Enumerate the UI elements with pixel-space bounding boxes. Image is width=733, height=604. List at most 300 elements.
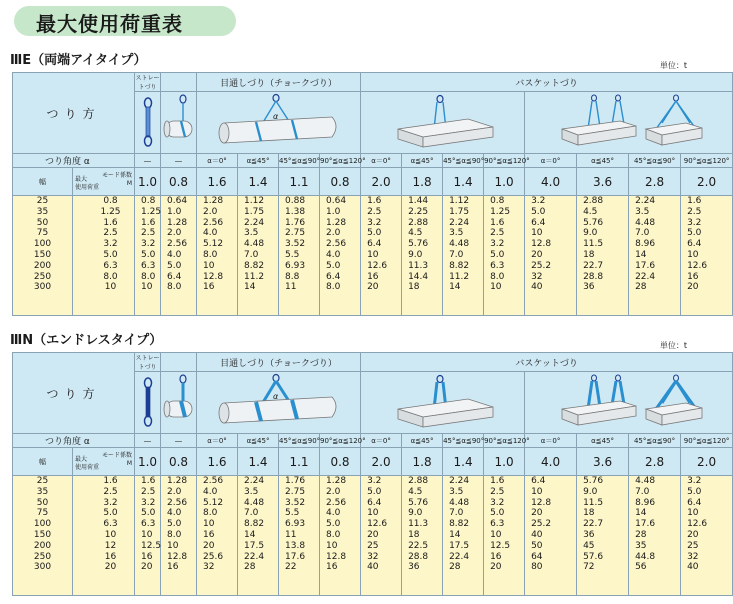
load-value: 0.64 [326,196,347,206]
width-value: 300 [33,282,52,293]
load-value: 1.0 [326,206,341,217]
load-value: 8.82 [449,260,470,271]
width-value: 250 [33,551,52,562]
width-value: 100 [33,519,52,530]
svg-text:α: α [272,111,278,121]
load-value: 20 [531,249,543,260]
angle-cell: α＝0° [525,434,577,448]
load-value: 6.3 [103,260,118,271]
width-value: 300 [33,562,52,573]
load-value: 20 [203,540,215,551]
load-value: 12.6 [367,519,388,530]
data-column [197,476,238,596]
load-value: 3.5 [244,486,259,497]
angle-cell: ― [135,154,161,168]
load-value: 2.24 [244,217,265,228]
load-value: 10 [167,540,179,551]
load-value: 3.2 [531,196,546,206]
unit-label: 単位：t [659,61,687,70]
load-value: 4.48 [635,217,656,228]
data-column [361,476,402,596]
mode-factor: 1.4 [238,168,279,196]
load-value: 2.0 [203,206,218,217]
load-value: 5.0 [141,508,156,519]
angle-label: つり角度 α [13,434,135,448]
load-value: 2.5 [687,206,702,217]
load-value: 8.96 [635,239,656,250]
load-value: 6.4 [531,476,546,486]
load-value: 6.3 [490,260,505,271]
load-value: 11.5 [583,497,604,508]
straight-header: ストレートづり [135,353,161,372]
data-column [320,476,361,596]
load-value: 2.88 [408,476,429,486]
load-value: 6.3 [141,260,156,271]
load-value: 50 [531,540,543,551]
angle-cell: 45°≦α≦90° [443,434,484,448]
load-value: 2.75 [285,228,306,239]
load-value: 2.24 [449,476,470,486]
choke-hitch-icon [161,373,199,433]
load-value: 80 [531,562,543,573]
tsurikata-label: つり方 [13,73,135,154]
load-value: 8.0 [326,529,341,540]
width-value: 50 [36,497,49,508]
load-value: 4.48 [244,497,265,508]
load-value: 28 [244,562,256,573]
load-value: 3.2 [687,476,702,486]
load-value: 1.6 [490,476,505,486]
mode-factor: 4.0 [525,168,577,196]
mode-factor: 1.0 [135,168,161,196]
load-value: 6.3 [141,519,156,530]
load-value: 5.0 [103,249,118,260]
load-value: 17.5 [244,540,265,551]
load-value: 5.76 [408,497,429,508]
load-value: 11.2 [449,271,470,282]
load-value: 35 [635,540,647,551]
load-value: 1.28 [326,476,347,486]
data-column [238,476,279,596]
load-value: 2.56 [203,217,224,228]
load-value: 20 [531,508,543,519]
load-value: 7.0 [244,249,259,260]
load-value: 2.75 [285,486,306,497]
load-value: 3.2 [367,217,382,228]
section-title-e: ⅢE（両端アイタイプ） [10,53,147,68]
angle-cell: 45°≦α≦90° [279,434,320,448]
width-value: 35 [36,206,49,217]
load-value: 9.0 [583,486,598,497]
load-value: 57.6 [583,551,604,562]
load-value: 12.5 [490,540,511,551]
mode-factor: 1.4 [443,168,484,196]
width-value: 25 [36,476,49,486]
basket-pair-icon [554,93,704,153]
angle-cell: 45°≦α≦90° [279,154,320,168]
mode-factor: 1.1 [279,168,320,196]
load-value: 20 [367,529,379,540]
load-value: 10 [687,508,699,519]
load-value: 1.75 [449,206,470,217]
load-value: 8.82 [244,519,265,530]
angle-cell: α≦45° [402,434,443,448]
load-value: 8.82 [449,519,470,530]
load-value: 4.0 [326,508,341,519]
straight-header: ストレートづり [135,73,161,92]
angle-cell: α＝0° [525,154,577,168]
width-value: 150 [33,249,52,260]
data-column [13,196,73,316]
load-value: 5.0 [490,508,505,519]
load-value: 64 [531,551,543,562]
load-value: 1.6 [141,217,156,228]
load-value: 5.0 [141,249,156,260]
load-value: 28.8 [408,551,429,562]
section-title-n: ⅢN（エンドレスタイプ） [10,333,163,348]
load-value: 8.82 [244,260,265,271]
load-value: 7.0 [244,508,259,519]
load-value: 2.56 [167,239,188,250]
load-value: 8.0 [103,271,118,282]
load-value: 2.5 [103,486,118,497]
load-value: 16 [141,551,153,562]
load-value: 1.12 [449,196,470,206]
data-column [73,196,135,316]
load-value: 6.4 [367,497,382,508]
choke-single-illustration [161,92,197,154]
data-column [279,196,320,316]
load-value: 3.52 [285,239,306,250]
load-value: 2.5 [141,228,156,239]
load-value: 2.0 [326,228,341,239]
angle-cell: ― [135,434,161,448]
load-value: 4.0 [203,228,218,239]
load-value: 36 [583,282,595,293]
load-value: 5.12 [203,239,224,250]
load-value: 20 [367,282,379,293]
load-value: 5.5 [285,249,300,260]
mode-factor: 0.8 [161,168,197,196]
load-value: 20 [687,529,699,540]
load-value: 5.0 [367,228,382,239]
load-value: 4.5 [408,486,423,497]
choke-header: 目通しづり（チョークづり） [197,73,361,92]
mode-factor: 1.1 [279,448,320,476]
mode-label: モード係数 M [102,451,133,467]
angle-cell: 90°≦α≦120° [681,434,733,448]
straight-sling-icon [137,93,159,153]
basket-illustration [361,92,525,154]
angle-cell: 90°≦α≦120° [484,434,525,448]
load-value: 56 [635,562,647,573]
load-value: 25 [367,540,379,551]
basket-illustration [361,372,525,434]
load-value: 5.76 [583,476,604,486]
data-column [577,476,629,596]
load-value: 8.0 [141,271,156,282]
load-value: 20 [141,562,153,573]
mode-factor: 2.0 [681,448,733,476]
basket-hitch-icon [368,373,518,433]
load-value: 10 [104,282,117,293]
choke-pair-icon [204,373,354,433]
svg-text:α: α [272,391,278,401]
load-value: 2.0 [326,486,341,497]
data-column [484,476,525,596]
angle-cell: α≦45° [577,154,629,168]
load-value: 5.0 [687,486,702,497]
mode-factor: 1.0 [135,448,161,476]
data-column [135,476,161,596]
mode-factor: 2.0 [361,448,402,476]
load-value: 22.5 [408,540,429,551]
load-value: 14 [244,282,256,293]
mode-factor: 3.6 [577,168,629,196]
load-value: 16 [687,271,699,282]
angle-cell: ― [161,154,197,168]
load-value: 5.5 [285,508,300,519]
page-title: 最大使用荷重表 [36,12,183,36]
load-value: 45 [583,540,595,551]
load-value: 18 [583,508,595,519]
load-value: 3.5 [449,228,464,239]
load-value: 2.56 [326,497,347,508]
load-value: 1.6 [103,217,118,228]
load-value: 4.48 [449,239,470,250]
data-column [197,196,238,316]
mode-factor: 1.0 [484,448,525,476]
mode-factor: 1.4 [238,448,279,476]
load-value: 28 [635,282,647,293]
mode-factor: 1.8 [402,168,443,196]
basket-hitch-icon [368,93,518,153]
data-column [525,196,577,316]
data-column [484,196,525,316]
load-value: 13.8 [285,540,306,551]
angle-cell: α＝0° [361,154,402,168]
load-value: 2.5 [141,486,156,497]
angle-cell: 45°≦α≦90° [629,434,681,448]
basket-pair-icon [554,373,704,433]
load-value: 1.38 [285,206,306,217]
load-value: 5.0 [167,260,182,271]
straight-sling-icon [137,373,159,433]
load-value: 10 [367,508,379,519]
data-column [577,196,629,316]
data-column [525,476,577,596]
load-value: 2.5 [367,206,382,217]
load-value: 10 [104,529,117,540]
load-value: 6.3 [490,519,505,530]
load-value: 2.56 [326,239,347,250]
load-value: 2.56 [203,476,224,486]
angle-cell: 45°≦α≦90° [443,154,484,168]
load-value: 12.8 [167,551,188,562]
load-value: 6.4 [531,217,546,228]
load-value: 11 [285,282,297,293]
data-column [681,476,733,596]
load-table [12,352,733,596]
basket-header: バスケットづり [361,73,733,92]
load-value: 22 [285,562,297,573]
mode-factor: 0.8 [161,448,197,476]
load-value: 1.25 [490,206,511,217]
data-column [13,476,73,596]
load-value: 8.96 [635,497,656,508]
load-value: 32 [687,551,699,562]
load-value: 28 [449,562,461,573]
load-value: 1.28 [203,196,224,206]
load-value: 5.76 [408,239,429,250]
load-value: 1.6 [367,196,382,206]
load-value: 22.4 [244,551,265,562]
load-value: 28 [635,529,647,540]
data-column [279,476,320,596]
load-value: 0.64 [167,196,188,206]
load-value: 3.5 [244,228,259,239]
load-value: 7.0 [449,249,464,260]
load-value: 3.2 [490,497,505,508]
load-value: 1.6 [103,476,118,486]
load-value: 17.6 [285,551,306,562]
basket-multi-illustration [525,372,733,434]
load-value: 12.8 [531,239,552,250]
load-value: 16 [203,529,215,540]
mode-factor: 2.8 [629,448,681,476]
load-value: 2.5 [103,228,118,239]
load-value: 16 [203,282,215,293]
mode-factor: 4.0 [525,448,577,476]
load-value: 72 [583,562,595,573]
angle-label: つり角度 α [13,154,135,168]
load-value: 18 [408,529,420,540]
load-value: 14 [635,508,647,519]
load-value: 5.0 [167,519,182,530]
load-value: 25.2 [531,519,552,530]
width-value: 100 [33,239,52,250]
load-value: 14 [449,282,461,293]
load-value: 2.24 [635,196,656,206]
data-column [135,196,161,316]
load-value: 20 [104,562,117,573]
max-mode-label [73,168,135,196]
load-value: 12.6 [687,519,708,530]
load-value: 10 [203,519,215,530]
load-value: 3.2 [490,239,505,250]
load-value: 11.3 [408,260,429,271]
choke-header: 目通しづり（チョークづり） [197,353,361,372]
load-value: 3.2 [687,217,702,228]
data-column [402,196,443,316]
load-value: 3.2 [103,239,118,250]
load-value: 5.0 [103,508,118,519]
angle-cell: α≦45° [238,434,279,448]
load-value: 1.76 [285,476,306,486]
load-value: 1.28 [167,476,188,486]
choke-illustration [197,92,361,154]
load-value: 4.0 [167,249,182,260]
load-value: 10 [203,260,215,271]
choke-single-illustration [161,372,197,434]
mode-factor: 2.8 [629,168,681,196]
angle-cell: α＝0° [197,434,238,448]
data-column [681,196,733,316]
load-value: 32 [203,562,215,573]
angle-cell: 45°≦α≦90° [629,154,681,168]
load-value: 3.5 [635,206,650,217]
data-column [402,476,443,596]
data-column [443,196,484,316]
load-value: 2.88 [408,217,429,228]
load-value: 44.8 [635,551,656,562]
mode-factor: 1.0 [484,168,525,196]
mode-factor: 0.8 [320,448,361,476]
load-value: 14.4 [408,271,429,282]
load-value: 25.6 [203,551,224,562]
load-value: 2.0 [167,486,182,497]
load-value: 8.0 [167,282,182,293]
load-value: 20 [490,562,502,573]
mode-factor: 1.6 [197,448,238,476]
load-value: 14 [449,529,461,540]
load-value: 20 [687,282,699,293]
load-value: 14 [635,249,647,260]
data-column [161,196,197,316]
data-column [73,476,135,596]
load-value: 12.8 [326,551,347,562]
load-value: 5.0 [326,260,341,271]
load-value: 25.2 [531,260,552,271]
load-value: 12.6 [367,260,388,271]
load-value: 5.0 [531,206,546,217]
load-value: 4.5 [408,228,423,239]
page-title-banner [14,6,236,36]
load-value: 10 [141,282,153,293]
load-value: 2.24 [244,476,265,486]
angle-cell: 90°≦α≦120° [320,154,361,168]
mode-factor: 2.0 [361,168,402,196]
width-value: 75 [36,228,49,239]
load-value: 18 [408,282,420,293]
load-value: 32 [531,271,543,282]
load-value: 4.0 [326,249,341,260]
load-value: 5.0 [687,228,702,239]
load-value: 12 [104,540,117,551]
load-value: 4.5 [583,206,598,217]
load-value: 6.4 [687,239,702,250]
load-value: 1.28 [326,217,347,228]
choke-hitch-icon [161,93,199,153]
load-value: 1.6 [141,476,156,486]
mode-factor: 2.0 [681,168,733,196]
load-value: 12.8 [203,271,224,282]
choke-pair-icon [204,93,354,153]
load-value: 9.0 [408,508,423,519]
load-value: 5.0 [326,519,341,530]
load-value: 10 [367,249,379,260]
load-value: 2.0 [167,228,182,239]
straight-illustration [135,92,161,154]
load-value: 4.0 [203,486,218,497]
load-value: 10 [141,529,153,540]
data-column [361,196,402,316]
load-value: 10 [687,249,699,260]
load-value: 5.0 [367,486,382,497]
load-value: 17.6 [635,519,656,530]
angle-cell: α＝0° [361,434,402,448]
load-value: 40 [531,529,543,540]
